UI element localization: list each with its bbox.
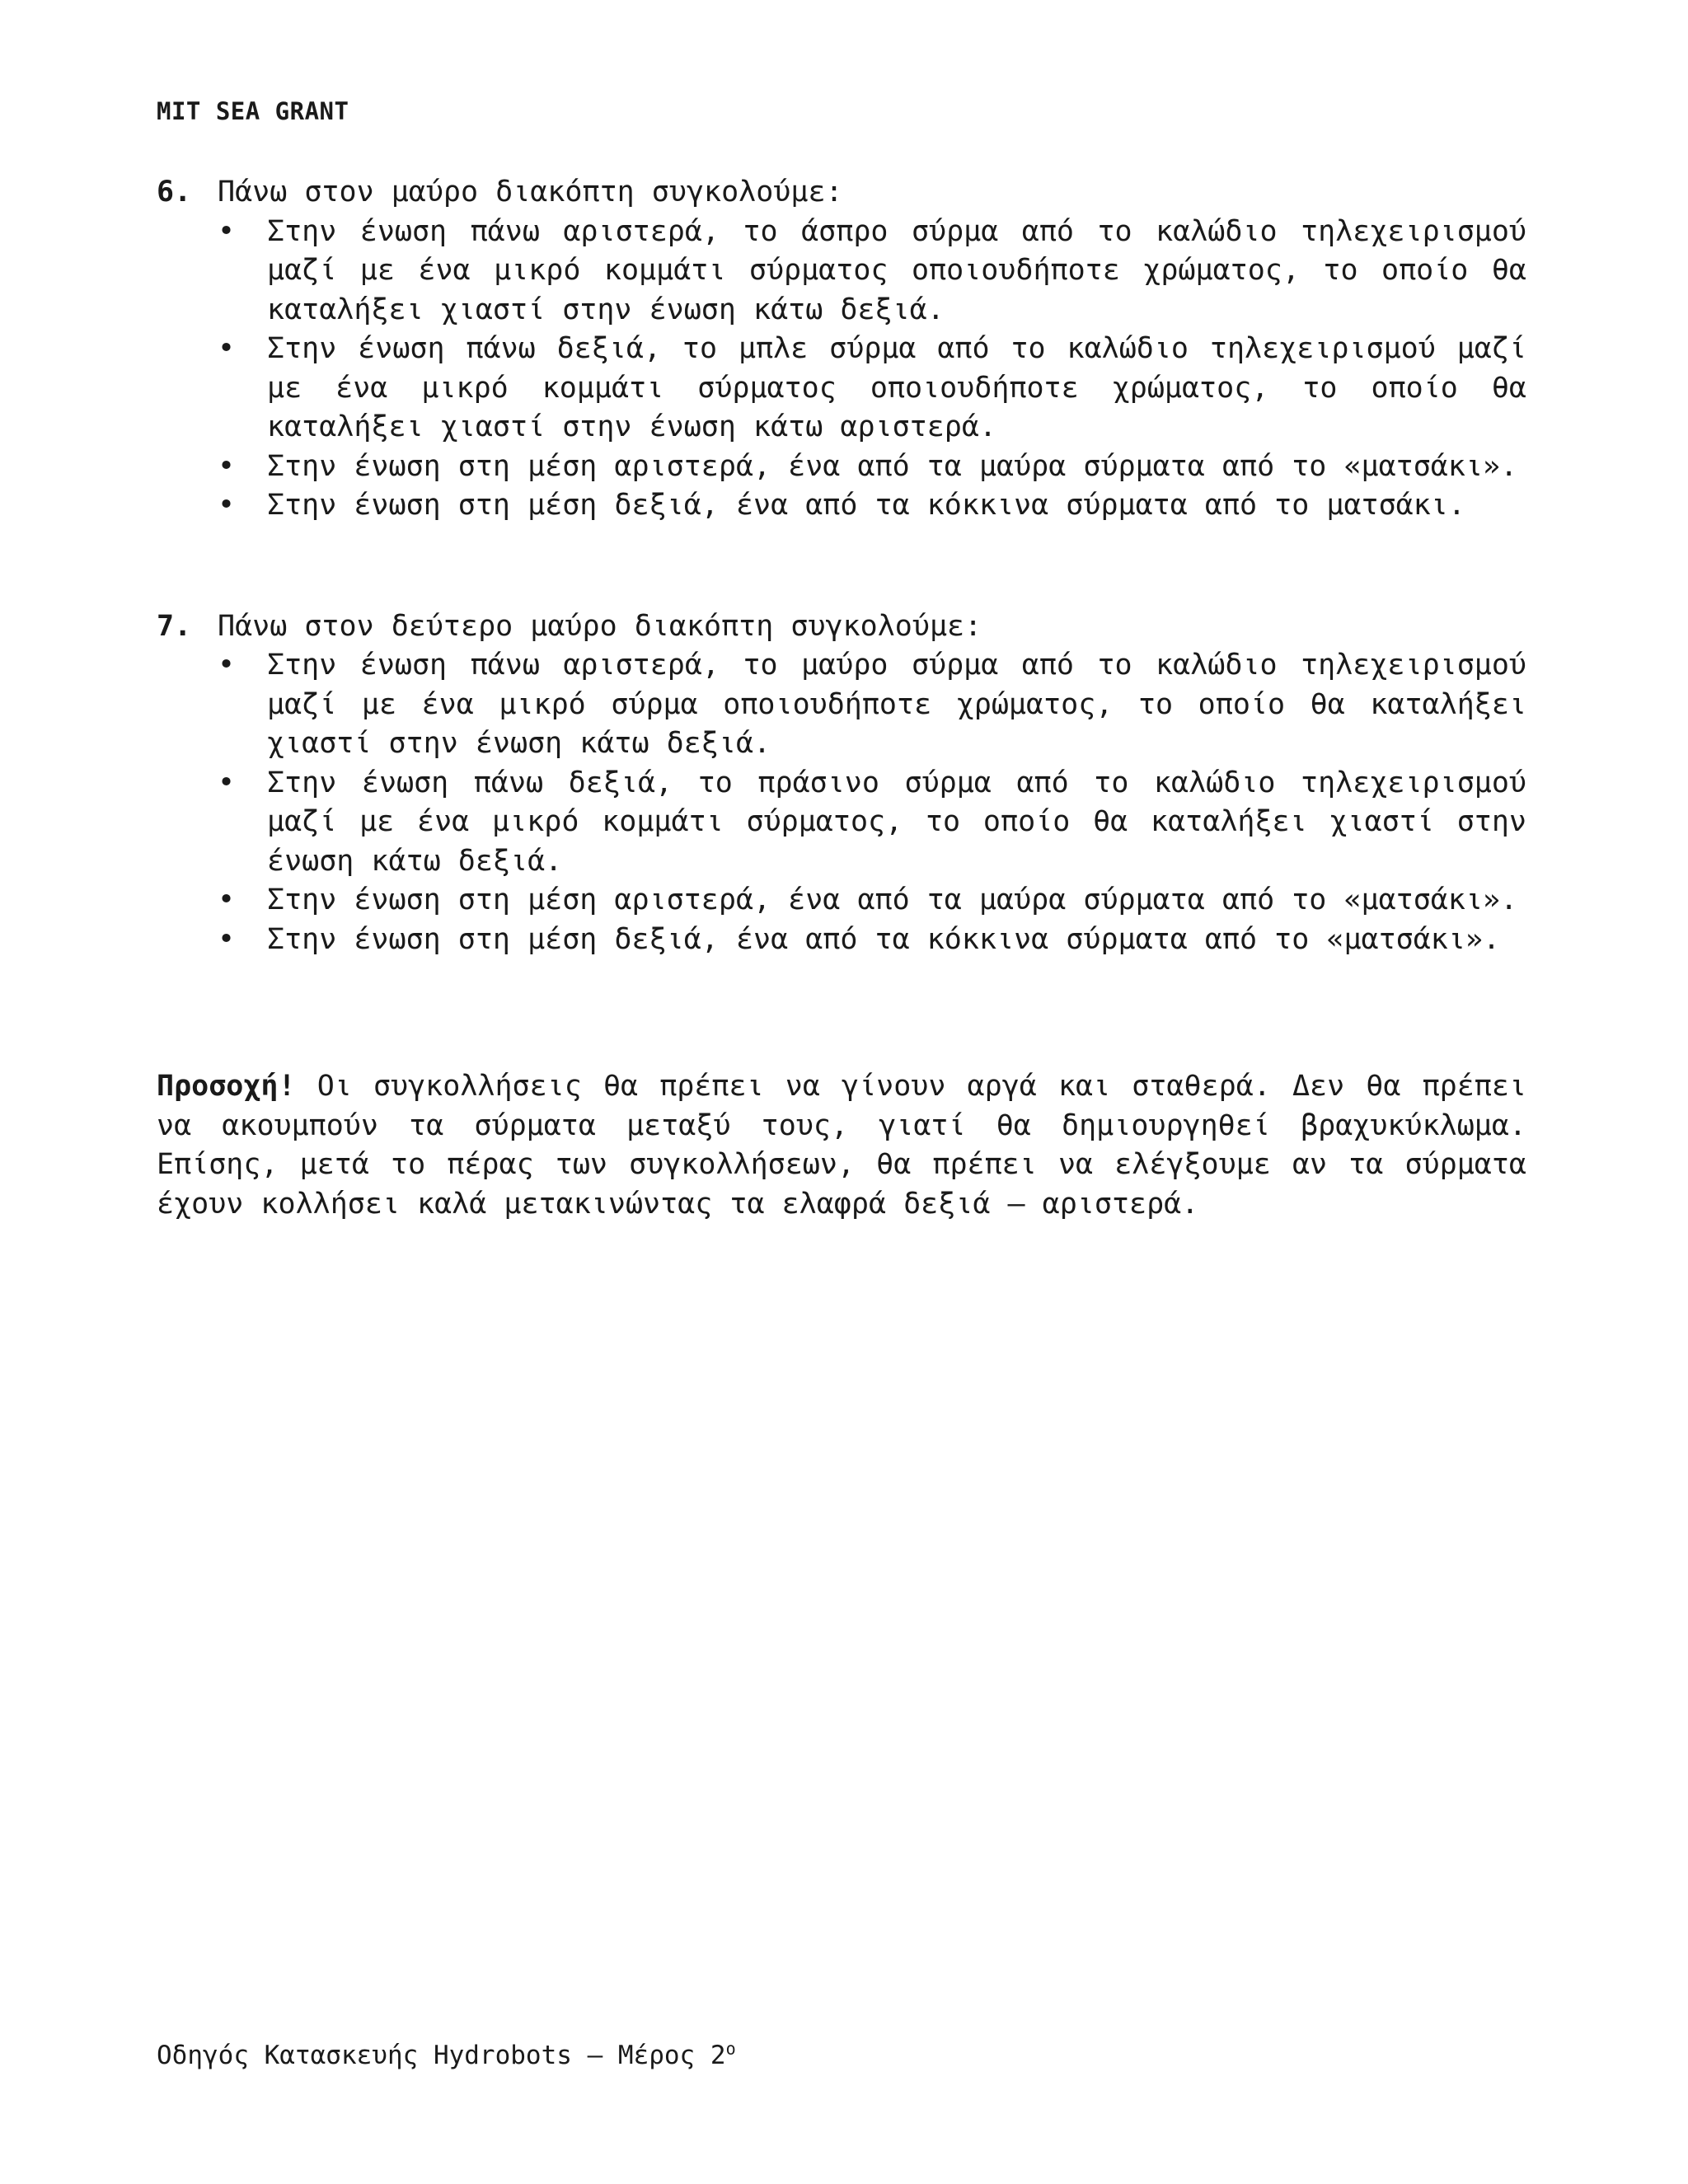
step-7 — [157, 607, 1526, 960]
step-6-list — [218, 213, 1526, 526]
document-body — [157, 173, 1526, 1224]
list-item-text: Στην ένωση στη μέση δεξιά, ένα από τα κόκκινα σύρματα από το «ματσάκι». — [267, 922, 1501, 956]
bullet-icon: • — [218, 332, 236, 365]
bullet-icon: • — [218, 922, 236, 956]
list-item-text: Στην ένωση στη μέση αριστερά, ένα από τα μαύρα σύρματα από το «ματσάκι». — [267, 883, 1518, 916]
step-title: Πάνω στον δεύτερο μαύρο διακόπτη συγκολούμε: — [218, 609, 982, 643]
list-item-text: Στην ένωση πάνω δεξιά, το μπλε σύρμα από το καλώδιο τηλεχειρισμού μαζί με ένα μικρό κομμάτι σύρματος οποιουδήποτε χρώματος, το οποίο θα καταλήξει χιαστί στην ένωση κάτω αριστερά. — [267, 332, 1526, 443]
bullet-icon: • — [218, 649, 236, 682]
warning-text: Οι συγκολλήσεις θα πρέπει να γίνουν αργά και σταθερά. Δεν θα πρέπει να ακουμπούν τα σύρματα μεταξύ τους, γιατί θα δημιουργηθεί βραχυκύκλωμα. Επίσης, μετά το πέρας των συγκολλήσεων, θα πρέπει να ελέγξουμε αν τα σύρματα έχουν κολλήσει καλά μετακινώντας τα ελαφρά δεξιά – αριστερά. — [157, 1070, 1526, 1221]
list-item — [218, 486, 1526, 526]
step-7-list — [218, 646, 1526, 959]
bullet-icon: • — [218, 449, 236, 483]
warning-paragraph — [157, 1067, 1526, 1224]
list-item-text: Στην ένωση στη μέση αριστερά, ένα από τα μαύρα σύρματα από το «ματσάκι». — [267, 449, 1518, 483]
list-item-text: Στην ένωση πάνω αριστερά, το μαύρο σύρμα από το καλώδιο τηλεχειρισμού μαζί με ένα μικρό σύρμα οποιουδήποτε χρώματος, το οποίο θα καταλήξει χιαστί στην ένωση κάτω δεξιά. — [267, 649, 1526, 760]
bullet-icon: • — [218, 883, 236, 916]
list-item — [218, 764, 1526, 882]
step-6 — [157, 173, 1526, 526]
bullet-icon: • — [218, 214, 236, 248]
list-item-text: Στην ένωση στη μέση δεξιά, ένα από τα κόκκινα σύρματα από το ματσάκι. — [267, 489, 1465, 522]
list-item-text: Στην ένωση πάνω αριστερά, το άσπρο σύρμα από το καλώδιο τηλεχειρισμού μαζί με ένα μικρό κομμάτι σύρματος οποιουδήποτε χρώματος, το οποίο θα καταλήξει χιαστί στην ένωση κάτω δεξιά. — [267, 214, 1526, 326]
list-item — [218, 881, 1526, 921]
list-item — [218, 646, 1526, 764]
step-title: Πάνω στον μαύρο διακόπτη συγκολούμε: — [218, 176, 843, 209]
list-item-text: Στην ένωση πάνω δεξιά, το πράσινο σύρμα από το καλώδιο τηλεχειρισμού μαζί με ένα μικρό κομμάτι σύρματος, το οποίο θα καταλήξει χιαστί στην ένωση κάτω δεξιά. — [267, 766, 1526, 878]
footer-text: Οδηγός Κατασκευής Hydrobots – Μέρος 2 — [157, 2041, 726, 2070]
page-header: MIT SEA GRANT — [157, 97, 349, 125]
step-number: 7. — [157, 609, 192, 643]
list-item — [218, 448, 1526, 487]
bullet-icon: • — [218, 489, 236, 522]
warning-label: Προσοχή! — [157, 1070, 296, 1103]
list-item — [218, 213, 1526, 330]
bullet-icon: • — [218, 766, 236, 799]
list-item — [218, 921, 1526, 960]
step-number: 6. — [157, 176, 192, 209]
page-footer — [157, 2038, 736, 2070]
list-item — [218, 330, 1526, 448]
footer-superscript: ο — [725, 2038, 736, 2059]
